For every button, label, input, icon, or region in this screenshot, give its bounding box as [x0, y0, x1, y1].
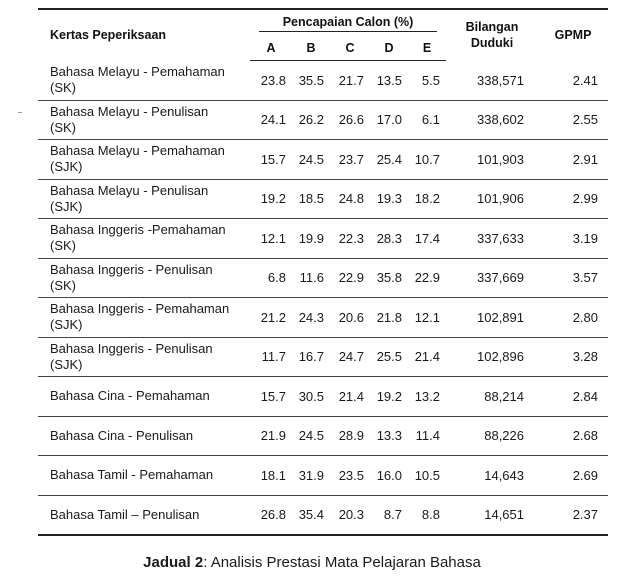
table-row	[38, 377, 608, 417]
table-row	[38, 495, 608, 535]
candidates-cell: 102,891	[446, 298, 538, 338]
paper-name: Bahasa Melayu - Penulisan	[50, 103, 209, 119]
paper-name: Bahasa Inggeris - Penulisan	[50, 261, 213, 277]
candidates-cell: 337,669	[446, 258, 538, 298]
header-candidates	[446, 9, 538, 61]
grade-d-cell: 25.4	[370, 140, 408, 180]
candidates-cell: 88,226	[446, 416, 538, 456]
school-type: (SJK)	[50, 159, 83, 175]
grade-d-cell: 13.5	[370, 61, 408, 101]
header-grade-e: E	[408, 36, 446, 61]
paper-name: Bahasa Melayu - Pemahaman	[50, 64, 225, 79]
candidates-cell: 338,571	[446, 61, 538, 101]
grade-b-cell: 35.5	[292, 61, 330, 101]
grade-d-cell: 13.3	[370, 416, 408, 456]
candidates-cell: 101,906	[446, 179, 538, 219]
grade-d-cell: 25.5	[370, 337, 408, 377]
language-results-table	[38, 8, 608, 536]
grade-d-cell: 28.3	[370, 219, 408, 259]
table-row	[38, 61, 608, 101]
paper-name: Bahasa Cina - Penulisan	[50, 427, 194, 443]
grade-c-cell: 26.6	[330, 100, 370, 140]
gpmp-cell: 2.99	[538, 179, 608, 219]
paper-name: Bahasa Tamil - Pemahaman	[50, 467, 214, 483]
header-candidates-line2: Duduki	[470, 36, 514, 51]
grade-d-cell: 19.2	[370, 377, 408, 417]
grade-a-cell: 6.8	[250, 258, 292, 298]
paper-name: Bahasa Cina - Pemahaman	[50, 388, 210, 404]
paper-name: Bahasa Inggeris - Penulisan	[50, 340, 213, 356]
caption-text: : Analisis Prestasi Mata Pelajaran Bahasa	[203, 554, 481, 571]
gpmp-cell: 2.69	[538, 456, 608, 496]
header-grade-a: A	[250, 36, 292, 61]
candidates-cell: 88,214	[446, 377, 538, 417]
table-row	[38, 456, 608, 496]
paper-name-cell	[38, 61, 250, 101]
gpmp-cell: 3.28	[538, 337, 608, 377]
paper-name: Bahasa Tamil – Penulisan	[50, 506, 200, 522]
grade-a-cell: 18.1	[250, 456, 292, 496]
grade-a-cell: 21.9	[250, 416, 292, 456]
gpmp-cell: 2.84	[538, 377, 608, 417]
table-body	[38, 61, 608, 536]
table-row	[38, 140, 608, 180]
paper-name-cell	[38, 140, 250, 180]
grade-e-cell: 8.8	[408, 495, 446, 535]
grade-e-cell: 10.7	[408, 140, 446, 180]
grade-e-cell: 22.9	[408, 258, 446, 298]
grade-c-cell: 24.8	[330, 179, 370, 219]
grade-b-cell: 11.6	[292, 258, 330, 298]
grade-a-cell: 11.7	[250, 337, 292, 377]
grade-e-cell: 21.4	[408, 337, 446, 377]
paper-name-cell	[38, 258, 250, 298]
grade-a-cell: 21.2	[250, 298, 292, 338]
results-table-container	[38, 8, 608, 536]
table-row	[38, 219, 608, 259]
grade-a-cell: 19.2	[250, 179, 292, 219]
candidates-cell: 14,643	[446, 456, 538, 496]
grade-e-cell: 13.2	[408, 377, 446, 417]
table-row	[38, 258, 608, 298]
school-type: (SK)	[50, 238, 76, 254]
grade-b-cell: 19.9	[292, 219, 330, 259]
grade-d-cell: 19.3	[370, 179, 408, 219]
paper-name-cell	[38, 179, 250, 219]
grade-e-cell: 10.5	[408, 456, 446, 496]
candidates-cell: 102,896	[446, 337, 538, 377]
grade-a-cell: 15.7	[250, 377, 292, 417]
grade-a-cell: 26.8	[250, 495, 292, 535]
grade-d-cell: 35.8	[370, 258, 408, 298]
grade-b-cell: 24.5	[292, 416, 330, 456]
paper-name-cell	[38, 100, 250, 140]
grade-c-cell: 28.9	[330, 416, 370, 456]
grade-d-cell: 17.0	[370, 100, 408, 140]
gpmp-cell: 2.91	[538, 140, 608, 180]
table-caption	[0, 554, 624, 571]
header-achievement-group	[250, 9, 446, 36]
grade-e-cell: 5.5	[408, 61, 446, 101]
table-row	[38, 179, 608, 219]
paper-name-cell	[38, 456, 250, 496]
header-grade-d: D	[370, 36, 408, 61]
grade-e-cell: 6.1	[408, 100, 446, 140]
table-row	[38, 337, 608, 377]
gpmp-cell: 2.37	[538, 495, 608, 535]
grade-d-cell: 16.0	[370, 456, 408, 496]
scan-mark	[18, 112, 22, 113]
table-row	[38, 100, 608, 140]
grade-e-cell: 18.2	[408, 179, 446, 219]
paper-name: Bahasa Melayu - Penulisan	[50, 182, 209, 198]
grade-a-cell: 23.8	[250, 61, 292, 101]
grade-c-cell: 24.7	[330, 337, 370, 377]
school-type: (SK)	[50, 277, 76, 293]
school-type: (SJK)	[50, 198, 83, 214]
gpmp-cell: 3.19	[538, 219, 608, 259]
grade-b-cell: 35.4	[292, 495, 330, 535]
caption-label: Jadual 2	[143, 554, 204, 571]
grade-b-cell: 16.7	[292, 337, 330, 377]
grade-e-cell: 12.1	[408, 298, 446, 338]
header-grade-b: B	[292, 36, 330, 61]
paper-name-cell	[38, 219, 250, 259]
paper-name-cell	[38, 416, 250, 456]
paper-name-cell	[38, 337, 250, 377]
grade-c-cell: 20.6	[330, 298, 370, 338]
school-type: (SK)	[50, 119, 76, 135]
grade-c-cell: 23.5	[330, 456, 370, 496]
gpmp-cell: 2.68	[538, 416, 608, 456]
paper-name-cell	[38, 495, 250, 535]
paper-name: Bahasa Melayu - Pemahaman	[50, 143, 225, 159]
grade-b-cell: 26.2	[292, 100, 330, 140]
gpmp-cell: 2.41	[538, 61, 608, 101]
grade-c-cell: 22.3	[330, 219, 370, 259]
grade-e-cell: 17.4	[408, 219, 446, 259]
candidates-cell: 101,903	[446, 140, 538, 180]
grade-b-cell: 24.3	[292, 298, 330, 338]
paper-name: Bahasa Inggeris - Pemahaman	[50, 301, 230, 317]
candidates-cell: 338,602	[446, 100, 538, 140]
candidates-cell: 337,633	[446, 219, 538, 259]
grade-b-cell: 18.5	[292, 179, 330, 219]
grade-b-cell: 31.9	[292, 456, 330, 496]
header-paper: Kertas Peperiksaan	[38, 9, 250, 61]
paper-name-cell	[38, 298, 250, 338]
grade-b-cell: 24.5	[292, 140, 330, 180]
school-type: (SK)	[50, 80, 76, 95]
grade-c-cell: 20.3	[330, 495, 370, 535]
grade-c-cell: 22.9	[330, 258, 370, 298]
grade-c-cell: 23.7	[330, 140, 370, 180]
table-row	[38, 416, 608, 456]
school-type: (SJK)	[50, 317, 83, 333]
grade-c-cell: 21.7	[330, 61, 370, 101]
grade-a-cell: 24.1	[250, 100, 292, 140]
gpmp-cell: 2.55	[538, 100, 608, 140]
gpmp-cell: 2.80	[538, 298, 608, 338]
header-achievement-label: Pencapaian Calon (%)	[259, 15, 437, 32]
paper-name-cell	[38, 377, 250, 417]
grade-e-cell: 11.4	[408, 416, 446, 456]
gpmp-cell: 3.57	[538, 258, 608, 298]
grade-b-cell: 30.5	[292, 377, 330, 417]
grade-a-cell: 12.1	[250, 219, 292, 259]
paper-name: Bahasa Inggeris -Pemahaman	[50, 222, 226, 238]
table-row	[38, 298, 608, 338]
school-type: (SJK)	[50, 356, 83, 372]
candidates-cell: 14,651	[446, 495, 538, 535]
header-candidates-line1: Bilangan	[465, 20, 519, 35]
header-grade-c: C	[330, 36, 370, 61]
header-gpmp: GPMP	[538, 9, 608, 61]
grade-a-cell: 15.7	[250, 140, 292, 180]
grade-d-cell: 8.7	[370, 495, 408, 535]
grade-c-cell: 21.4	[330, 377, 370, 417]
grade-d-cell: 21.8	[370, 298, 408, 338]
